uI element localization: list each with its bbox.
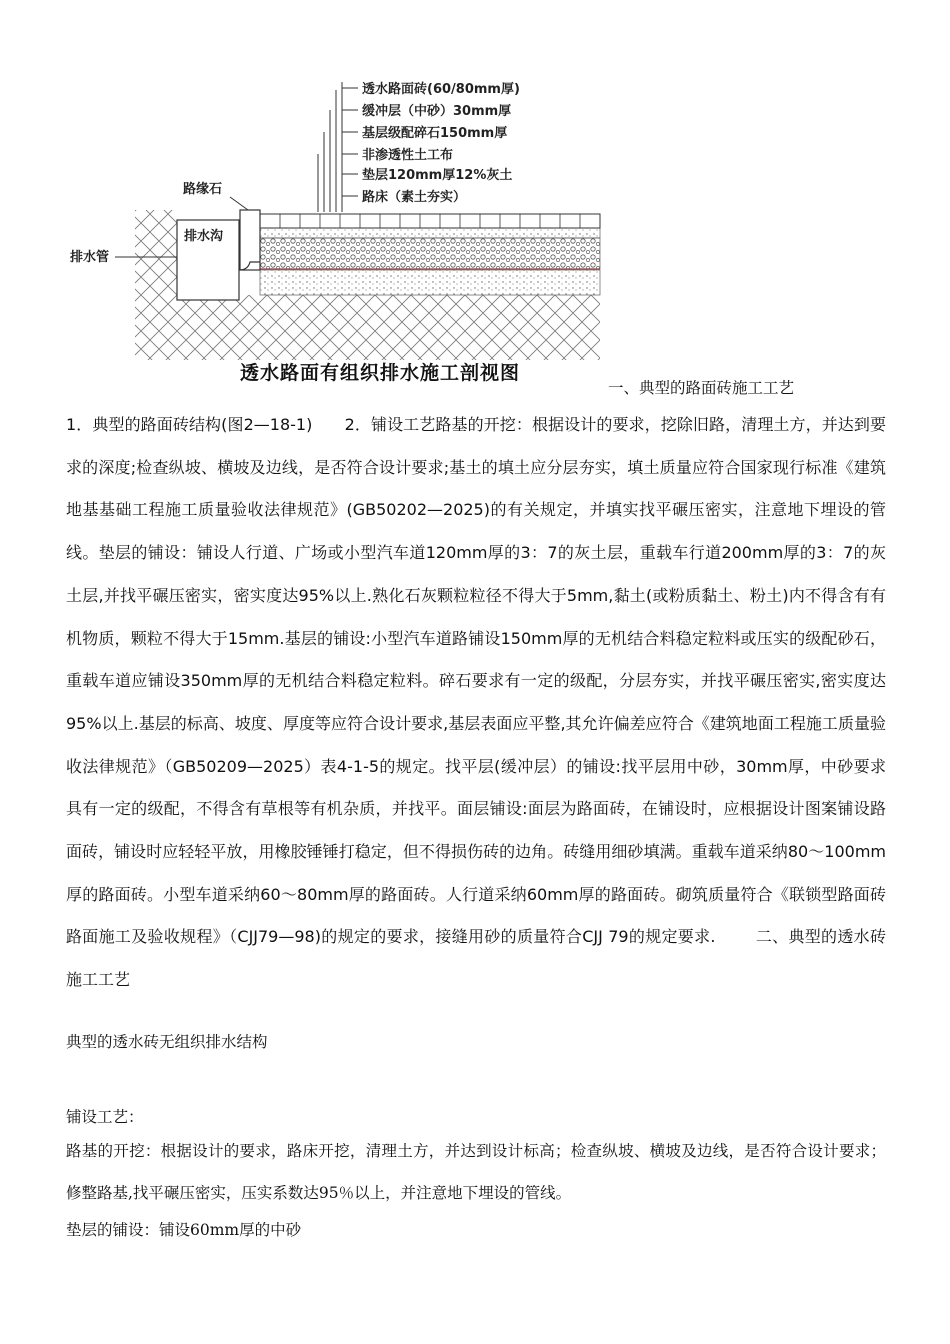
curb-label: 路缘石 (183, 182, 223, 197)
curb-stone (240, 210, 260, 270)
paving-bricks (260, 214, 600, 228)
layer-label-geotextile: 非渗透性土工布 (362, 148, 454, 163)
figure-title: 透水路面有组织排水施工剖视图 (240, 362, 521, 384)
roadbed-soil (177, 295, 600, 360)
process-title: 铺设工艺： (66, 1108, 144, 1126)
ditch-label: 排水沟 (184, 229, 224, 244)
section1-body (66, 404, 886, 1002)
layer-label-cushion: 缓冲层（中砂）30mm厚 (362, 104, 512, 119)
structure-title: 典型的透水砖无组织排水结构 (66, 1033, 268, 1051)
left-soil (135, 210, 177, 360)
cushion-paragraph: 垫层的铺设：铺设60mm厚的中砂 (66, 1221, 302, 1239)
layer-label-lime-soil: 垫层120mm厚12%灰土 (362, 168, 513, 183)
pipe-label: 排水管 (70, 250, 110, 265)
layer-label-roadbed: 路床（素土夯实） (362, 190, 467, 205)
layer-label-brick: 透水路面砖(60/80mm厚) (362, 82, 520, 97)
subgrade-paragraph: 路基的开挖：根据设计的要求，路床开挖，清理土方，并达到设计标高；检查纵坡、横坡及边线，是否符合设计要求；修整路基,找平碾压密实，压实系数达95％以上，并注意地下埋设的管线。 (66, 1142, 886, 1202)
sand-cushion (260, 228, 600, 238)
section2-heading: 二、典型的透水砖施工工艺 (66, 927, 886, 990)
layer-label-base: 基层级配碎石150mm厚 (362, 126, 508, 141)
section1-heading: 一、典型的路面砖施工工艺 (608, 379, 795, 397)
gravel-base (260, 238, 600, 269)
lime-soil-layer (260, 270, 600, 295)
cross-section-diagram (60, 70, 620, 390)
section1-body-text: 1．典型的路面砖结构(图2—18-1) 2．铺设工艺路基的开挖：根据设计的要求，挖除旧路，清理土方，并达到要求的深度;检查纵坡、横坡及边线，是否符合设计要求;基土的填土应分层夯实，填土质量应符合国家现行标准《建筑地基基础工程施工质量验收法律规范》(GB50202—2025)的有关规定，并填实找平碾压密实，注意地下埋设的管线。垫层的铺设：铺设人行道、广场或小型汽车道120mm厚的3：7的灰土层，重载车行道200mm厚的3：7的灰土层,并找平碾压密实，密实度达95%以上.熟化石灰颗粒粒径不得大于5mm,黏土(或粉质黏土、粉土)内不得含有有机物质，颗粒不得大于15mm.基层的铺设:小型汽车道路铺设150mm厚的无机结合料稳定粒料或压实的级配砂石，重载车道应铺设350mm厚的无机结合料稳定粒料。碎石要求有一定的级配，分层夯实，并找平碾压密实,密实度达95%以上.基层的标高、坡度、厚度等应符合设计要求,基层表面应平整,其允许偏差应符合《建筑地面工程施工质量验收法律规范》（GB50209—2025）表4-1-5的规定。找平层(缓冲层）的铺设:找平层用中砂，30mm厚，中砂要求具有一定的级配，不得含有草根等有机杂质，并找平。面层铺设:面层为路面砖，在铺设时，应根据设计图案铺设路面砖，铺设时应轻轻平放，用橡胶锤锤打稳定，但不得损伤砖的边角。砖缝用细砂填满。重载车道采纳80～100mm厚的路面砖。小型车道采纳60～80mm厚的路面砖。人行道采纳60mm厚的路面砖。砌筑质量符合《联锁型路面砖路面施工及验收规程》（CJJ79—98)的规定的要求，接缝用砂的质量符合CJJ 79的规定要求. (66, 415, 886, 947)
